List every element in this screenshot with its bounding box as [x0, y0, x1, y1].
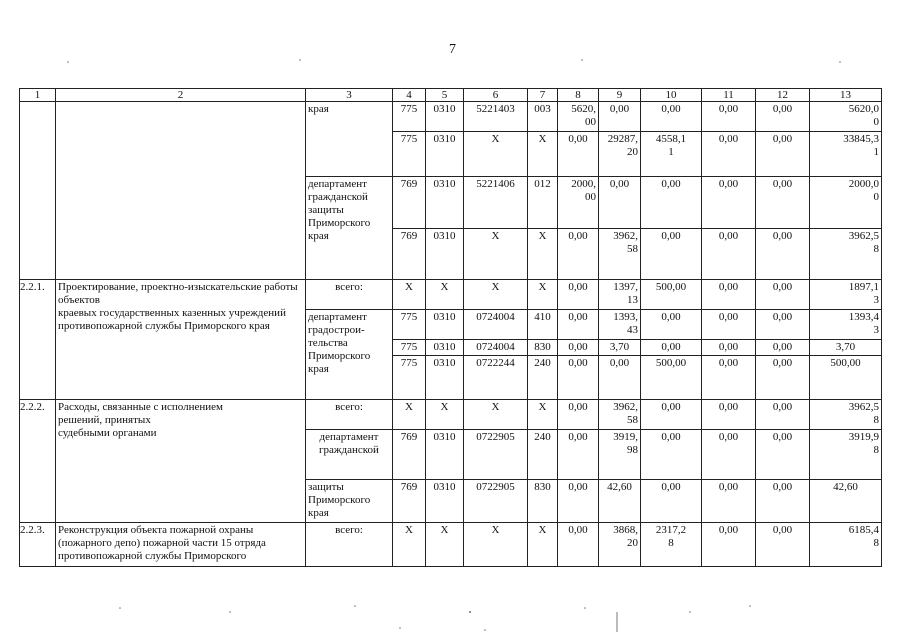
- code-cell: 775: [393, 356, 426, 400]
- code-cell: 5221406: [464, 177, 528, 229]
- value-cell: 0,00: [558, 523, 599, 567]
- value-cell: 3868, 20: [599, 523, 641, 567]
- value-cell: 2317,2 8: [641, 523, 702, 567]
- responsible-cell: всего:: [306, 523, 393, 567]
- value-cell: 2000, 00: [558, 177, 599, 229]
- value-cell: 0,00: [702, 430, 756, 480]
- code-cell: 0722244: [464, 356, 528, 400]
- value-cell: 3962,5 8: [810, 400, 882, 430]
- code-cell: 0310: [426, 102, 464, 132]
- value-cell: 0,00: [558, 310, 599, 340]
- value-cell: 0,00: [558, 340, 599, 356]
- header-cell: 12: [756, 89, 810, 102]
- value-cell: 0,00: [558, 400, 599, 430]
- value-cell: 0,00: [756, 430, 810, 480]
- table-row: [20, 102, 882, 132]
- code-cell: 775: [393, 310, 426, 340]
- value-cell: 0,00: [756, 523, 810, 567]
- value-cell: 0,00: [558, 480, 599, 523]
- responsible-cell: края: [306, 102, 393, 177]
- code-cell: X: [393, 280, 426, 310]
- value-cell: 0,00: [599, 177, 641, 229]
- value-cell: 0,00: [702, 400, 756, 430]
- table-row: [20, 523, 882, 567]
- code-cell: 012: [528, 177, 558, 229]
- code-cell: 0310: [426, 430, 464, 480]
- item-description-cell: [56, 102, 306, 280]
- header-cell: 4: [393, 89, 426, 102]
- value-cell: 500,00: [810, 356, 882, 400]
- header-cell: 7: [528, 89, 558, 102]
- value-cell: 1393,4 3: [810, 310, 882, 340]
- code-cell: X: [528, 132, 558, 177]
- value-cell: 0,00: [702, 132, 756, 177]
- code-cell: 0310: [426, 132, 464, 177]
- value-cell: 0,00: [641, 480, 702, 523]
- value-cell: 0,00: [756, 132, 810, 177]
- value-cell: 0,00: [558, 229, 599, 280]
- value-cell: 0,00: [756, 400, 810, 430]
- code-cell: 769: [393, 430, 426, 480]
- header-cell: 2: [56, 89, 306, 102]
- value-cell: 0,00: [756, 280, 810, 310]
- header-cell: 6: [464, 89, 528, 102]
- code-cell: 003: [528, 102, 558, 132]
- value-cell: 0,00: [641, 400, 702, 430]
- value-cell: 2000,0 0: [810, 177, 882, 229]
- value-cell: 0,00: [702, 356, 756, 400]
- value-cell: 0,00: [641, 102, 702, 132]
- item-description-cell: Проектирование, проектно-изыскательские работы объектов краевых государственных казенных учреждений противопожарной службы Приморского края: [56, 280, 306, 400]
- budget-table: [19, 88, 882, 567]
- code-cell: 769: [393, 480, 426, 523]
- code-cell: 775: [393, 102, 426, 132]
- header-cell: 5: [426, 89, 464, 102]
- value-cell: 3962,5 8: [810, 229, 882, 280]
- value-cell: 0,00: [599, 356, 641, 400]
- responsible-cell: всего:: [306, 280, 393, 310]
- header-cell: 1: [20, 89, 56, 102]
- code-cell: 775: [393, 132, 426, 177]
- code-cell: 830: [528, 480, 558, 523]
- item-description-cell: Расходы, связанные с исполнением решений, принятых судебными органами: [56, 400, 306, 523]
- value-cell: 0,00: [756, 229, 810, 280]
- code-cell: 769: [393, 229, 426, 280]
- header-cell: 13: [810, 89, 882, 102]
- code-cell: X: [393, 523, 426, 567]
- item-description-cell: Реконструкция объекта пожарной охраны (пожарного депо) пожарной части 15 отряда противопожарной службы Приморского: [56, 523, 306, 567]
- code-cell: 0310: [426, 480, 464, 523]
- code-cell: X: [464, 523, 528, 567]
- code-cell: X: [464, 280, 528, 310]
- code-cell: 0310: [426, 229, 464, 280]
- value-cell: 0,00: [641, 229, 702, 280]
- code-cell: 0724004: [464, 340, 528, 356]
- code-cell: X: [426, 280, 464, 310]
- code-cell: X: [426, 523, 464, 567]
- code-cell: 0310: [426, 356, 464, 400]
- value-cell: 3962, 58: [599, 400, 641, 430]
- value-cell: 0,00: [641, 430, 702, 480]
- value-cell: 4558,1 1: [641, 132, 702, 177]
- value-cell: 5620, 00: [558, 102, 599, 132]
- value-cell: 0,00: [641, 340, 702, 356]
- value-cell: 29287, 20: [599, 132, 641, 177]
- value-cell: 0,00: [702, 480, 756, 523]
- code-cell: 830: [528, 340, 558, 356]
- code-cell: 0722905: [464, 430, 528, 480]
- value-cell: 42,60: [599, 480, 641, 523]
- value-cell: 42,60: [810, 480, 882, 523]
- header-cell: 3: [306, 89, 393, 102]
- item-number-cell: 2.2.3.: [20, 523, 56, 567]
- value-cell: 0,00: [756, 340, 810, 356]
- code-cell: X: [528, 400, 558, 430]
- value-cell: 1393, 43: [599, 310, 641, 340]
- value-cell: 500,00: [641, 280, 702, 310]
- item-number-cell: 2.2.2.: [20, 400, 56, 523]
- code-cell: 240: [528, 430, 558, 480]
- header-cell: 9: [599, 89, 641, 102]
- value-cell: 0,00: [756, 356, 810, 400]
- value-cell: 5620,0 0: [810, 102, 882, 132]
- code-cell: X: [464, 400, 528, 430]
- value-cell: 0,00: [641, 310, 702, 340]
- value-cell: 500,00: [641, 356, 702, 400]
- value-cell: 0,00: [756, 177, 810, 229]
- value-cell: 3,70: [599, 340, 641, 356]
- code-cell: X: [393, 400, 426, 430]
- value-cell: 0,00: [558, 132, 599, 177]
- value-cell: 6185,4 8: [810, 523, 882, 567]
- code-cell: X: [528, 229, 558, 280]
- code-cell: 0310: [426, 310, 464, 340]
- responsible-cell: защиты Приморского края: [306, 480, 393, 523]
- header-row: [20, 89, 882, 102]
- value-cell: 33845,3 1: [810, 132, 882, 177]
- value-cell: 3,70: [810, 340, 882, 356]
- value-cell: 0,00: [558, 356, 599, 400]
- value-cell: 0,00: [641, 177, 702, 229]
- value-cell: 0,00: [702, 310, 756, 340]
- header-cell: 8: [558, 89, 599, 102]
- code-cell: 0310: [426, 340, 464, 356]
- code-cell: 0722905: [464, 480, 528, 523]
- value-cell: 0,00: [702, 280, 756, 310]
- header-cell: 10: [641, 89, 702, 102]
- value-cell: 0,00: [558, 280, 599, 310]
- value-cell: 0,00: [702, 102, 756, 132]
- code-cell: X: [464, 229, 528, 280]
- item-number-cell: [20, 102, 56, 280]
- table-row: [20, 280, 882, 310]
- code-cell: 240: [528, 356, 558, 400]
- value-cell: 1397, 13: [599, 280, 641, 310]
- responsible-cell: департамент градострои- тельства Приморского края: [306, 310, 393, 400]
- value-cell: 1897,1 3: [810, 280, 882, 310]
- responsible-cell: департамент гражданской защиты Приморского края: [306, 177, 393, 280]
- code-cell: 0310: [426, 177, 464, 229]
- value-cell: 0,00: [702, 229, 756, 280]
- value-cell: 0,00: [702, 340, 756, 356]
- value-cell: 0,00: [756, 102, 810, 132]
- value-cell: 0,00: [702, 523, 756, 567]
- value-cell: 3962, 58: [599, 229, 641, 280]
- value-cell: 0,00: [558, 430, 599, 480]
- code-cell: X: [528, 523, 558, 567]
- value-cell: 3919, 98: [599, 430, 641, 480]
- code-cell: 775: [393, 340, 426, 356]
- value-cell: 0,00: [599, 102, 641, 132]
- value-cell: 0,00: [756, 480, 810, 523]
- responsible-cell: всего:: [306, 400, 393, 430]
- code-cell: X: [426, 400, 464, 430]
- code-cell: 0724004: [464, 310, 528, 340]
- value-cell: 3919,9 8: [810, 430, 882, 480]
- item-number-cell: 2.2.1.: [20, 280, 56, 400]
- code-cell: 769: [393, 177, 426, 229]
- code-cell: 5221403: [464, 102, 528, 132]
- page-number: 7: [449, 42, 456, 57]
- table-row: [20, 400, 882, 430]
- code-cell: X: [464, 132, 528, 177]
- value-cell: 0,00: [702, 177, 756, 229]
- responsible-cell: департамент гражданской: [306, 430, 393, 480]
- value-cell: 0,00: [756, 310, 810, 340]
- code-cell: X: [528, 280, 558, 310]
- header-cell: 11: [702, 89, 756, 102]
- code-cell: 410: [528, 310, 558, 340]
